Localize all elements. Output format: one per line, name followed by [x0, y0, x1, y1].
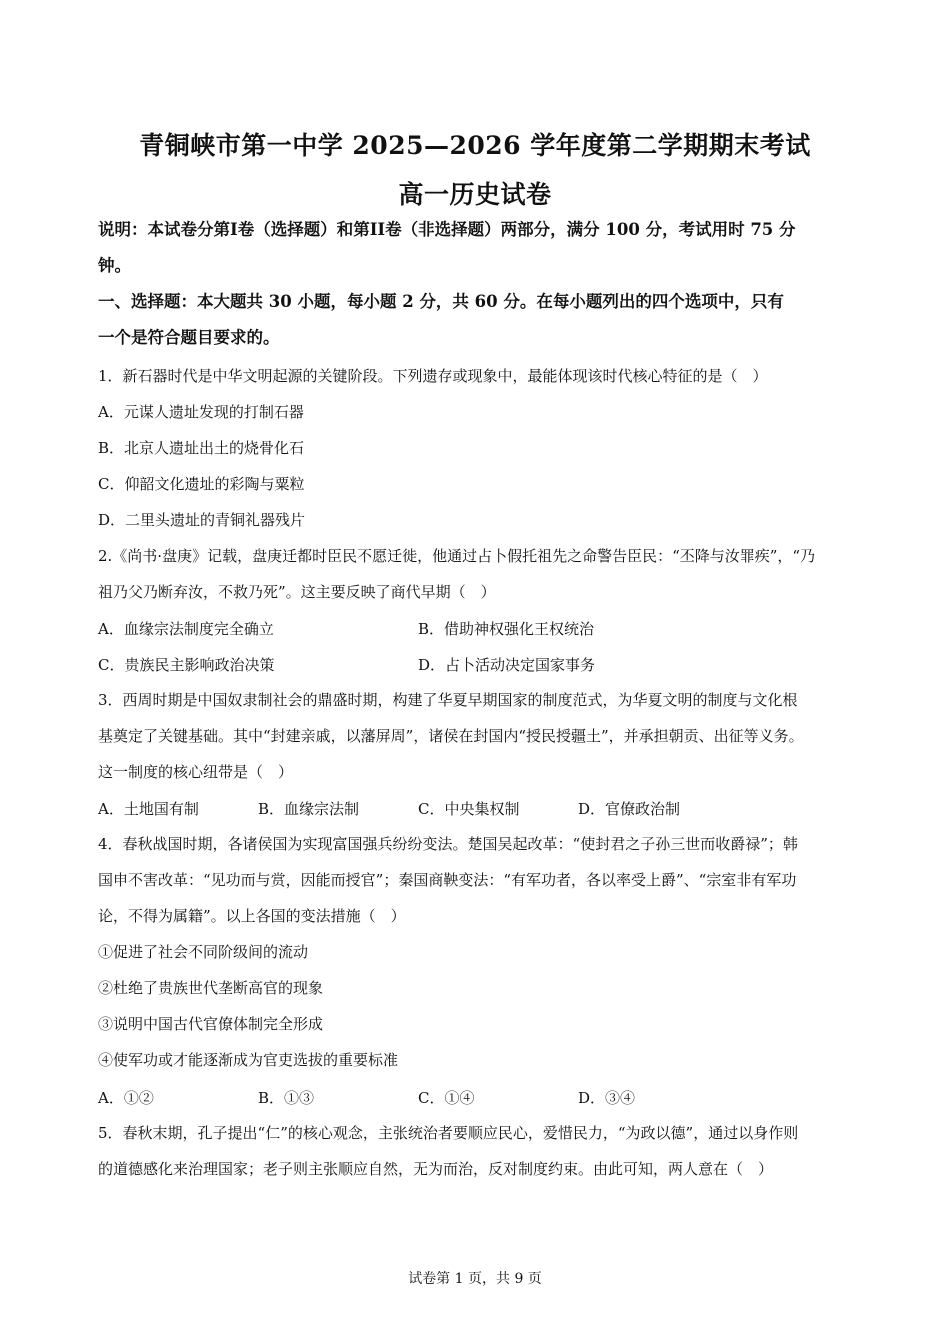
- question-4-option-b: B．①③: [258, 1089, 315, 1107]
- question-2-option-a: A．血缘宗法制度完全确立: [98, 620, 274, 638]
- question-4-item-2: ②杜绝了贵族世代垄断高官的现象: [98, 979, 324, 997]
- question-2-option-d: D．占卜活动决定国家事务: [418, 656, 596, 674]
- question-2-stem-2: 祖乃父乃断弃汝，不救乃死”。这主要反映了商代早期（ ）: [98, 583, 496, 601]
- question-1-option-d: D．二里头遗址的青铜礼器残片: [98, 511, 306, 529]
- question-4-item-4: ④使军功或才能逐渐成为官吏选拔的重要标准: [98, 1051, 399, 1069]
- question-1-option-b: B．北京人遗址出土的烧骨化石: [98, 439, 305, 457]
- instructions-line-2: 钟。: [98, 256, 131, 275]
- question-3-option-b: B．血缘宗法制: [258, 800, 360, 818]
- question-4-option-d: D．③④: [578, 1089, 636, 1107]
- section-heading-line-2: 一个是符合题目要求的。: [98, 328, 280, 347]
- exam-subtitle: 高一历史试卷: [398, 180, 552, 209]
- section-heading-line-1: 一、选择题：本大题共 30 小题，每小题 2 分，共 60 分。在每小题列出的四个选项中，只有: [98, 292, 784, 311]
- question-3-option-a: A．土地国有制: [98, 800, 199, 818]
- question-3-option-c: C．中央集权制: [418, 800, 520, 818]
- question-1-option-a: A．元谋人遗址发现的打制石器: [98, 403, 304, 421]
- question-4-stem-1: 4．春秋战国时期，各诸侯国为实现富国强兵纷纷变法。楚国吴起改革：“使封君之子孙三世而收爵禄”；韩: [98, 835, 798, 853]
- question-3-stem-2: 基奠定了关键基础。其中“封建亲戚，以藩屏周”，诸侯在封国内“授民授疆土”，并承担朝贡、出征等义务。: [98, 727, 804, 745]
- question-2-option-c: C．贵族民主影响政治决策: [98, 656, 275, 674]
- question-5-stem-2: 的道德感化来治理国家；老子则主张顺应自然，无为而治，反对制度约束。由此可知，两人意在（ ）: [98, 1160, 774, 1178]
- question-2-stem-1: 2.《尚书·盘庚》记载，盘庚迁都时臣民不愿迁徙，他通过占卜假托祖先之命警告臣民：“丕降与汝罪疾”，“乃: [98, 547, 816, 565]
- question-4-option-a: A．①②: [98, 1089, 154, 1107]
- exam-title: 青铜峡市第一中学 2025—2026 学年度第二学期期末考试: [139, 131, 811, 160]
- question-4-item-1: ①促进了社会不同阶级间的流动: [98, 943, 309, 961]
- question-1-option-c: C．仰韶文化遗址的彩陶与粟粒: [98, 475, 305, 493]
- question-2-option-b: B．借助神权强化王权统治: [418, 620, 595, 638]
- page-footer: 试卷第 1 页，共 9 页: [408, 1271, 542, 1287]
- question-4-item-3: ③说明中国古代官僚体制完全形成: [98, 1015, 324, 1033]
- question-3-stem-3: 这一制度的核心纽带是（ ）: [98, 763, 294, 781]
- question-3-option-d: D．官僚政治制: [578, 800, 681, 818]
- question-4-stem-3: 论，不得为属籍”。以上各国的变法措施（ ）: [98, 907, 406, 925]
- question-3-stem-1: 3．西周时期是中国奴隶制社会的鼎盛时期，构建了华夏早期国家的制度范式，为华夏文明的制度与文化根: [98, 691, 798, 709]
- question-1-stem: 1．新石器时代是中华文明起源的关键阶段。下列遗存或现象中，最能体现该时代核心特征的是（ ）: [98, 367, 768, 385]
- question-5-stem-1: 5．春秋末期，孔子提出“仁”的核心观念，主张统治者要顺应民心，爱惜民力，“为政以德”，通过以身作则: [98, 1124, 799, 1142]
- question-4-option-c: C．①④: [418, 1089, 475, 1107]
- instructions-line-1: 说明：本试卷分第I卷（选择题）和第II卷（非选择题）两部分，满分 100 分，考试用时 75 分: [98, 220, 796, 239]
- question-4-stem-2: 国申不害改革：“见功而与赏，因能而授官”；秦国商鞅变法：“有军功者，各以率受上爵”、“宗室非有军功: [98, 871, 797, 889]
